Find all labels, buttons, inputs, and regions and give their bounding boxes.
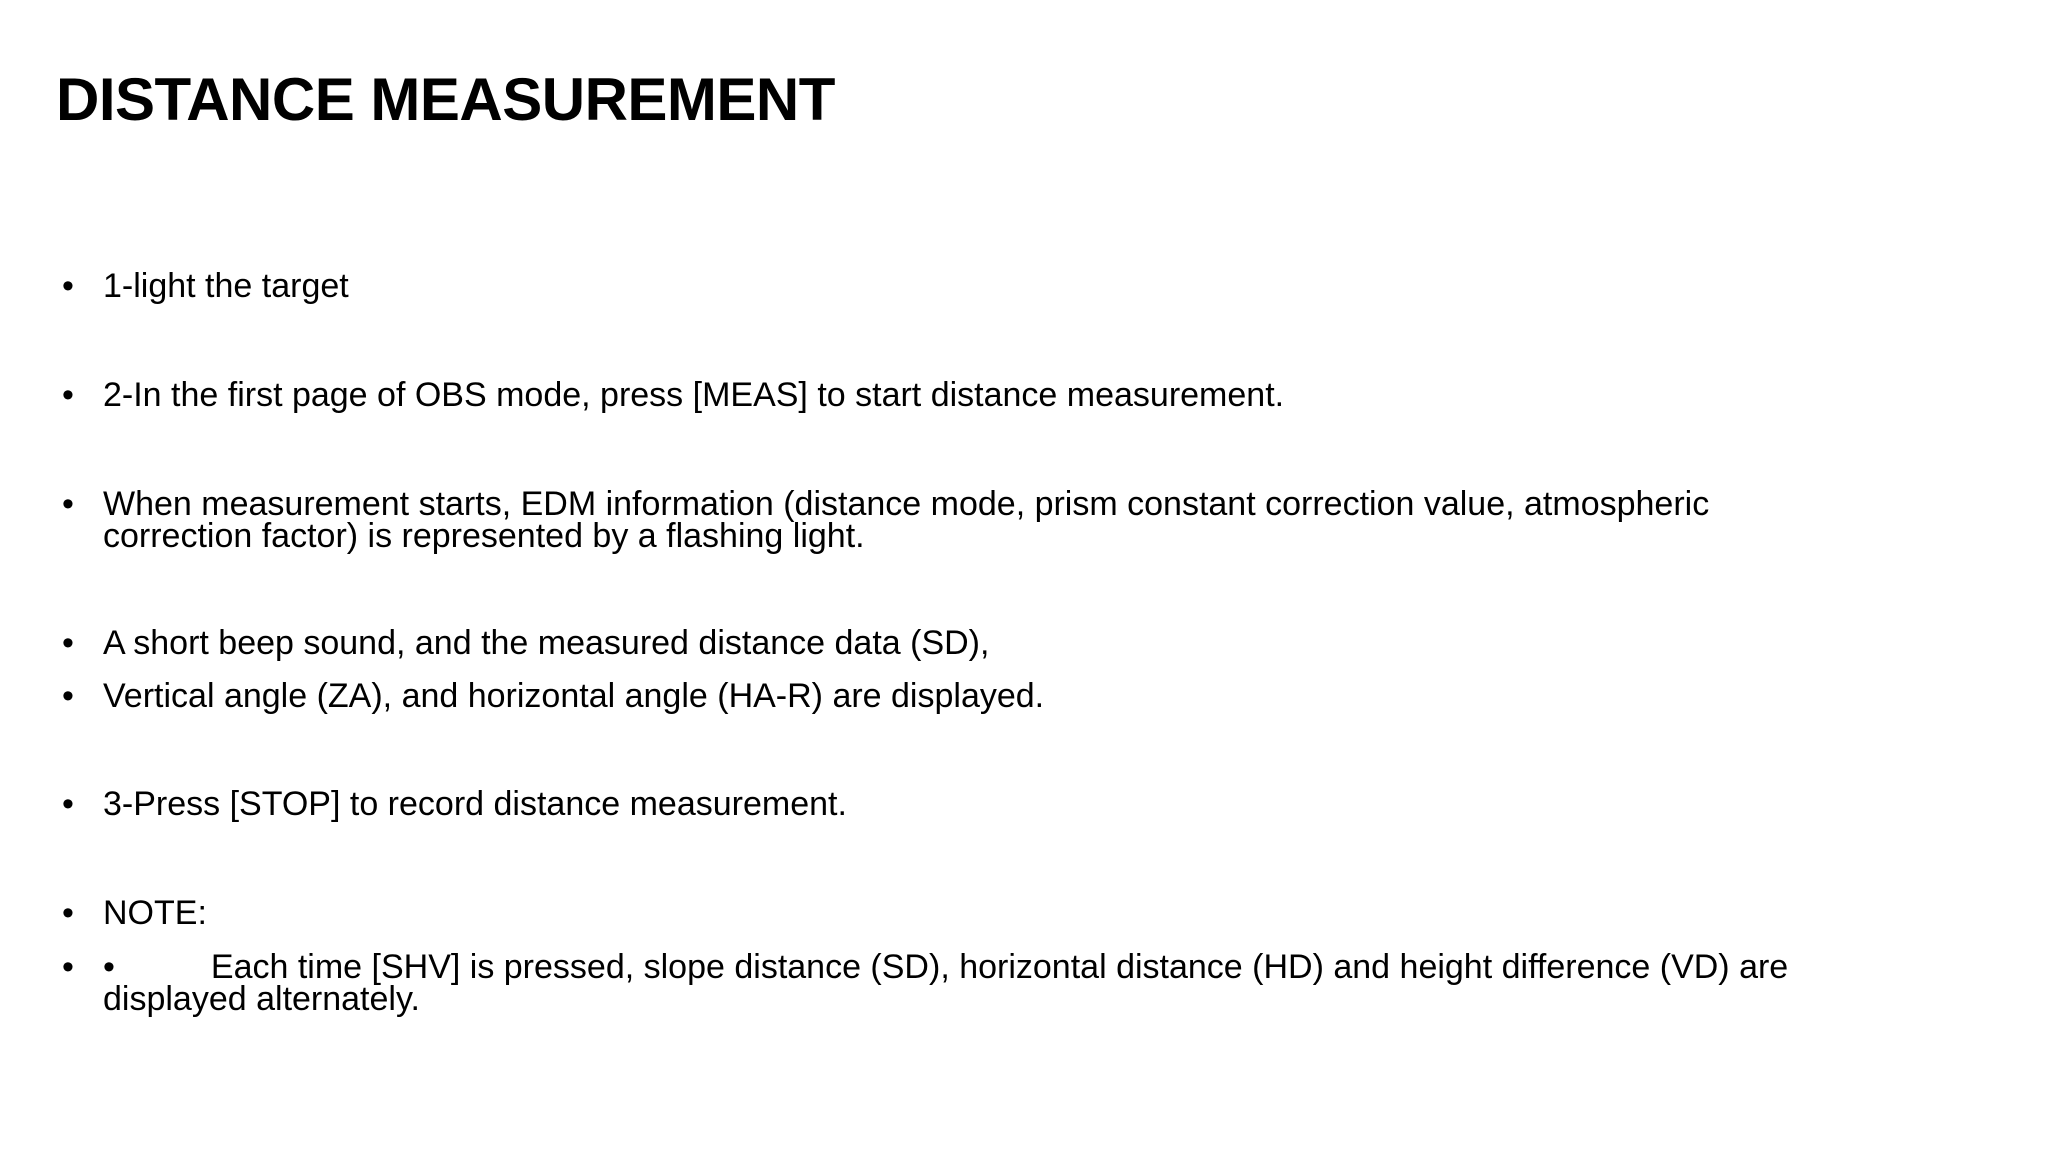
bullet-dot-icon: • [62,376,74,414]
bullet-text-line: Each time [SHV] is pressed, slope distance (SD), horizontal distance (HD) and height difference (VD) are [210,948,1789,986]
bullet-dot-icon: • [62,894,74,932]
bullet-dot-icon: • [62,677,74,715]
bullet-text: A short beep sound, and the measured distance data (SD), [103,624,990,662]
bullet-text-line: displayed alternately. [103,980,420,1018]
bullet-dot-icon: • [62,485,74,523]
bullet-dot-icon: • [62,785,74,823]
bullet-text: 1-light the target [103,267,349,305]
bullet-text: NOTE: [103,894,207,932]
inner-bullet-icon: • [103,948,115,986]
bullet-text-line: correction factor) is represented by a flashing light. [103,517,865,555]
bullet-dot-icon: • [62,267,74,305]
bullet-text: 2-In the first page of OBS mode, press [MEAS] to start distance measurement. [103,376,1285,414]
page-title: DISTANCE MEASUREMENT [56,66,835,133]
bullet-text: Vertical angle (ZA), and horizontal angle (HA-R) are displayed. [103,677,1045,715]
bullet-text [103,485,1903,555]
bullet-dot-icon: • [62,624,74,662]
bullet-dot-icon: • [62,948,74,986]
bullet-text-line: When measurement starts, EDM information (distance mode, prism constant correction value, atmospheric [103,485,1710,523]
bullet-text [103,948,1903,1018]
bullet-text: 3-Press [STOP] to record distance measurement. [103,785,847,823]
